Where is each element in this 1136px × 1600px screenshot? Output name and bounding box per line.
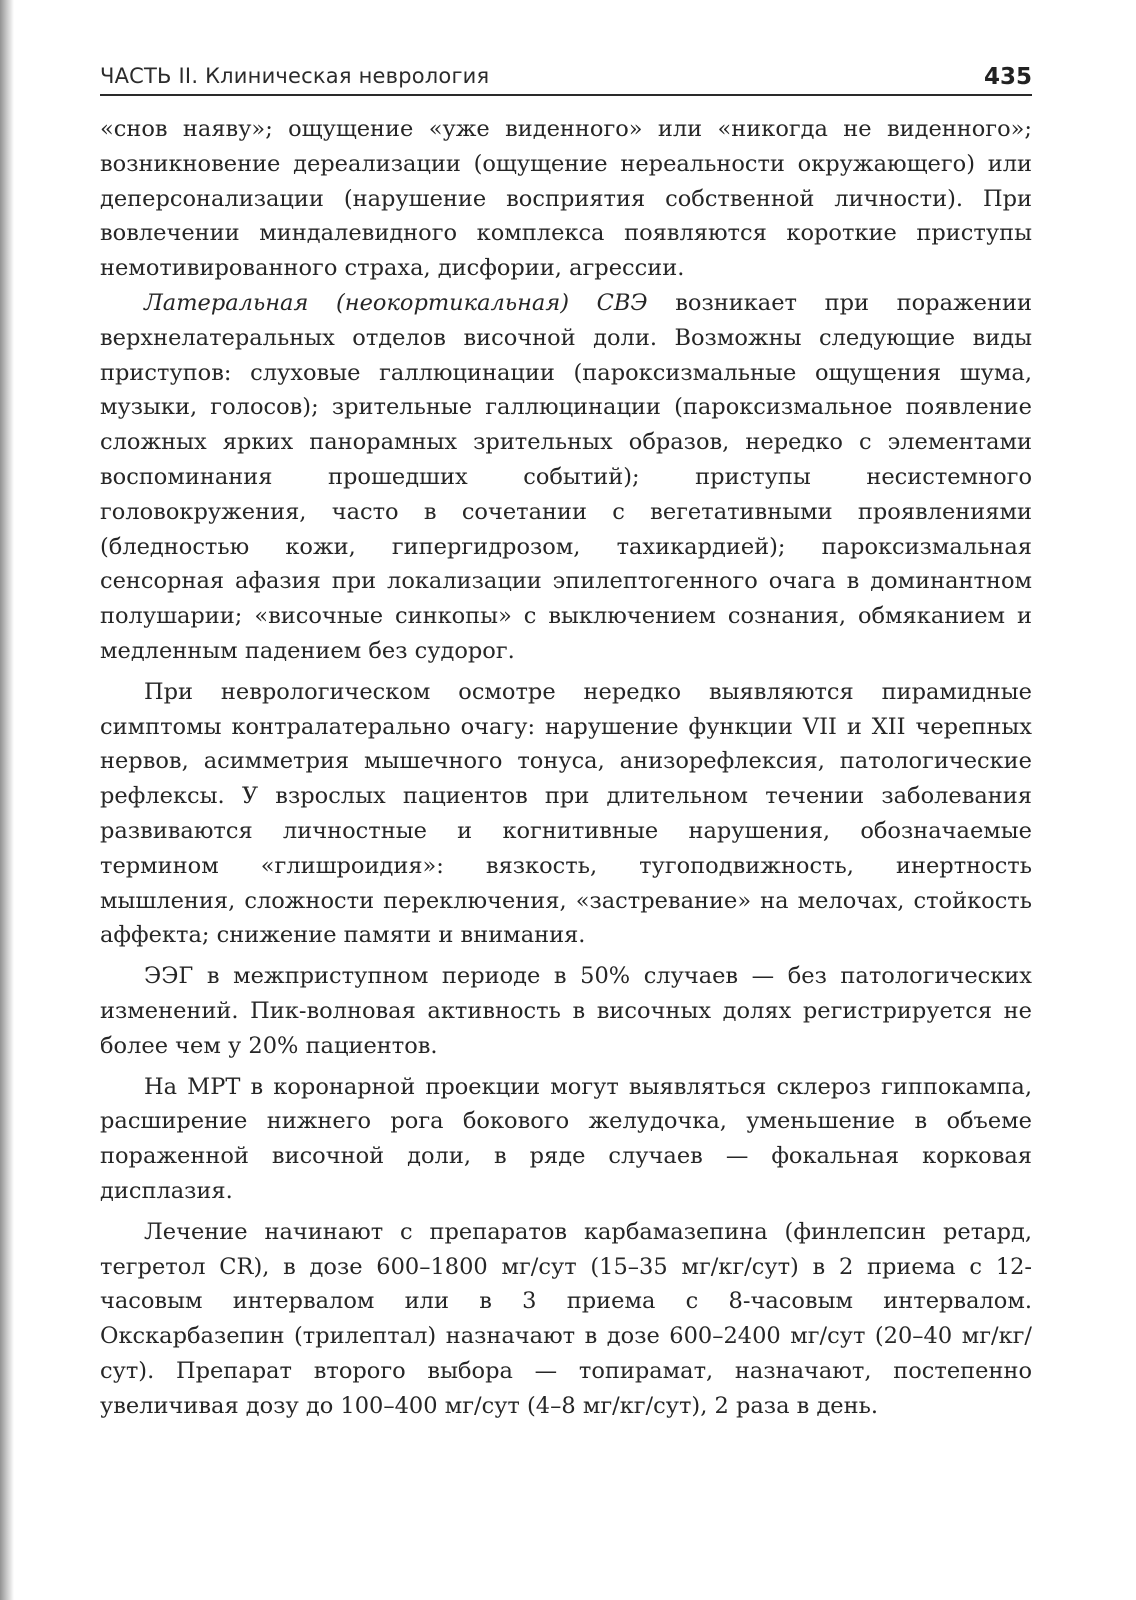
page-header xyxy=(100,58,1032,96)
paragraph-text: На МРТ в коронарной проекции могут выявляться склероз гиппокампа, расширение нижнего рога бокового желудочка, уменьшение в объеме пораженной височной доли, в ряде случаев — фокальная корковая дисплазия. xyxy=(100,1073,1032,1204)
paragraph-treatment xyxy=(100,1215,1032,1424)
paragraph-continuation xyxy=(100,112,1032,286)
paragraph-text: ЭЭГ в межприступном периоде в 50% случаев — без патологических изменений. Пик-волновая активность в височных долях регистрируется не более чем у 20% пациентов. xyxy=(100,963,1032,1059)
paragraph-text: При неврологическом осмотре нередко выявляются пирамидные симптомы контралатерально очагу: нарушение функции VII и XII черепных нервов, асимметрия мышечного тонуса, анизорефлексия, патологические рефлексы. У взрослых пациентов при длительном течении заболевания развиваются личностные и когнитивные нарушения, обозначаемые термином «глишроидия»: вязкость, тугоподвижность, инертность мышления, сложности переключения, «застревание» на мелочах, стойкость аффекта; снижение памяти и внимания. xyxy=(100,678,1032,949)
paragraph-text: возникает при поражении верхнелатеральных отделов височной доли. Возможны следующие виды приступов: слуховые галлюцинации (пароксизмальные ощущения шума, музыки, голосов); зрительные галлюцинации (пароксизмальное появление сложных ярких панорамных зрительных образов, нередко с элементами воспоминания прошедших событий); приступы несистемного головокружения, часто в сочетании с вегетативными проявлениями (бледностью кожи, гипергидрозом, тахикардией); пароксизмальная сенсорная афазия при локализации эпилептогенного очага в доминантном полушарии; «височные синкопы» с выключением сознания, обмяканием и медленным падением без судорог. xyxy=(100,289,1032,664)
paragraph-text: «снов наяву»; ощущение «уже виденного» или «никогда не виденного»; возникновение дереализации (ощущение нереальности окружающего) или деперсонализации (нарушение восприятия собственной личности). При вовлечении миндалевидного комплекса появляются короткие приступы немотивированного страха, дисфории, агрессии. xyxy=(100,116,1032,282)
paragraph-text: Лечение начинают с препаратов карбамазепина (финлепсин ретард, тегретол CR), в дозе 600–1800 мг/сут (15–35 мг/кг/сут) в 2 приема с 12-часовым интервалом или в 3 приема с 8-часовым интервалом. Окскарбазепин (трилептал) назначают в дозе 600–2400 мг/сут (20–40 мг/кг/сут). Препарат второго выбора — топирамат, назначают, постепенно увеличивая дозу до 100–400 мг/сут (4–8 мг/кг/сут), 2 раза в день. xyxy=(100,1218,1032,1419)
page-binding-shadow xyxy=(0,0,14,1600)
running-title: ЧАСТЬ II. Клиническая неврология xyxy=(100,64,490,88)
page-number: 435 xyxy=(983,64,1032,90)
paragraph-mri xyxy=(100,1070,1032,1209)
paragraph-eeg xyxy=(100,959,1032,1063)
italic-term: Латеральная (неокортикальная) СВЭ xyxy=(144,289,648,316)
paragraph-neuro-exam xyxy=(100,675,1032,953)
paragraph-lateral-sve xyxy=(100,286,1032,669)
body-text xyxy=(100,112,1032,1423)
